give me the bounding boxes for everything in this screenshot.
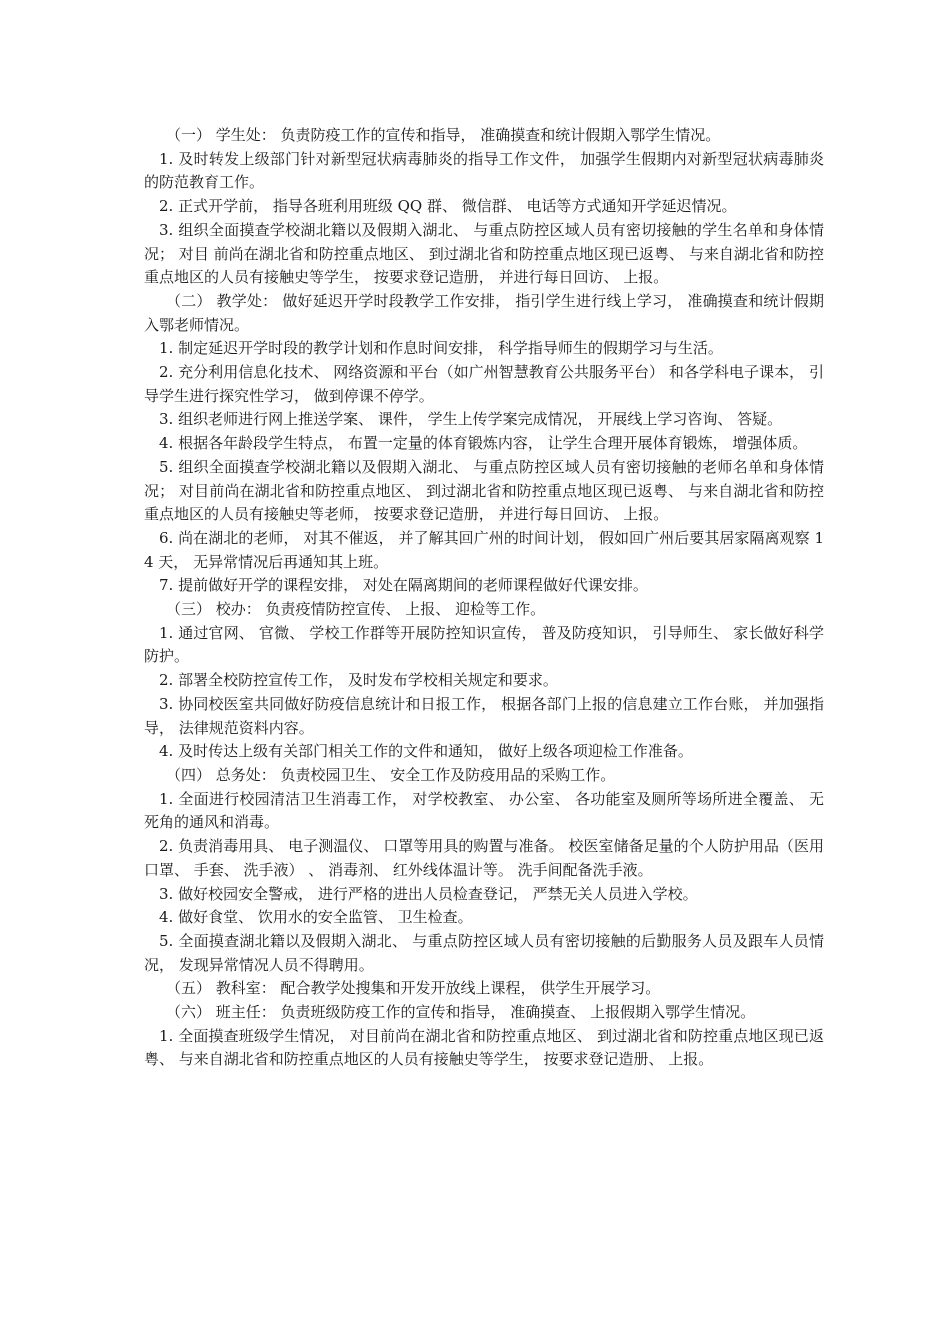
section-heading: （三） 校办： 负责疫情防控宣传、 上报、 迎检等工作。 bbox=[166, 600, 546, 619]
list-item: 1. 及时转发上级部门针对新型冠状病毒肺炎的指导工作文件， 加强学生假期内对新型冠状病毒肺炎的防范教育工作。 bbox=[144, 149, 824, 192]
list-item: 2. 部署全校防控宣传工作， 及时发布学校相关规定和要求。 bbox=[159, 671, 558, 690]
list-item: 5. 组织全面摸查学校湖北籍以及假期入湖北、 与重点防控区域人员有密切接触的老师名单和身体情况； 对目前尚在湖北省和防控重点地区、 到过湖北省和防控重点地区现已返粤、 与来自湖北省和防控重点地区的人员有接触史等老师， 按要求登记造册， 并进行每日回访、 上报。 bbox=[144, 457, 824, 524]
list-item: 5. 全面摸查湖北籍以及假期入湖北、 与重点防控区域人员有密切接触的后勤服务人员及跟车人员情况， 发现异常情况人员不得聘用。 bbox=[144, 931, 824, 974]
list-item: 3. 协同校医室共同做好防疫信息统计和日报工作， 根据各部门上报的信息建立工作台账， 并加强指导， 法律规范资料内容。 bbox=[144, 694, 824, 737]
section-heading: （四） 总务处： 负责校园卫生、 安全工作及防疫用品的采购工作。 bbox=[166, 765, 616, 784]
document-body bbox=[144, 124, 824, 1072]
list-item: 2. 充分利用信息化技术、 网络资源和平台（如广州智慧教育公共服务平台） 和各学科电子课本， 引导学生进行探究性学习， 做到停课不停学。 bbox=[144, 363, 824, 405]
section-heading: （二） 教学处： 做好延迟开学时段教学工作安排， 指引学生进行线上学习， 准确摸查和统计假期入鄂老师情况。 bbox=[144, 291, 824, 334]
list-item: 3. 组织老师进行网上推送学案、 课件， 学生上传学案完成情况， 开展线上学习咨询、 答疑。 bbox=[159, 410, 783, 429]
section-heading: （五） 教科室： 配合教学处搜集和开发开放线上课程， 供学生开展学习。 bbox=[166, 979, 661, 998]
list-item: 4. 及时传达上级有关部门相关工作的文件和通知， 做好上级各项迎检工作准备。 bbox=[159, 742, 693, 761]
section-heading: （六） 班主任： 负责班级防疫工作的宣传和指导， 准确摸查、 上报假期入鄂学生情况。 bbox=[166, 1003, 756, 1022]
list-item: 3. 组织全面摸查学校湖北籍以及假期入湖北、 与重点防控区域人员有密切接触的学生名单和身体情况； 对目 前尚在湖北省和防控重点地区、 到过湖北省和防控重点地区现已返粤、 与来自湖北省和防控重点地区的人员有接触史等学生， 按要求登记造册， 并进行每日回访、 上报。 bbox=[144, 220, 824, 287]
list-item: 4. 根据各年龄段学生特点， 布置一定量的体育锻炼内容， 让学生合理开展体育锻炼， 增强体质。 bbox=[159, 434, 808, 453]
list-item: 3. 做好校园安全警戒， 进行严格的进出人员检查登记， 严禁无关人员进入学校。 bbox=[159, 884, 698, 903]
list-item: 1. 制定延迟开学时段的教学计划和作息时间安排， 科学指导师生的假期学习与生活。 bbox=[159, 339, 723, 358]
list-item: 6. 尚在湖北的老师， 对其不催返， 并了解其回广州的时间计划， 假如回广州后要其居家隔离观察 14 天， 无异常情况后再通知其上班。 bbox=[144, 528, 824, 571]
list-item: 4. 做好食堂、 饮用水的安全监管、 卫生检查。 bbox=[159, 908, 473, 927]
list-item: 1. 全面进行校园清洁卫生消毒工作， 对学校教室、 办公室、 各功能室及厕所等场所进全覆盖、 无死角的通风和消毒。 bbox=[144, 789, 824, 832]
list-item: 1. 通过官网、 官微、 学校工作群等开展防控知识宣传， 普及防疫知识， 引导师生、 家长做好科学防护。 bbox=[144, 623, 824, 666]
list-item: 2. 正式开学前， 指导各班利用班级 QQ 群、 微信群、 电话等方式通知开学延迟情况。 bbox=[159, 197, 737, 216]
list-item: 2. 负责消毒用具、 电子测温仪、 口罩等用具的购置与准备。 校医室储备足量的个人防护用品（医用口罩、 手套、 洗手液） 、 消毒剂、 红外线体温计等。 洗手间配备洗手液。 bbox=[144, 837, 824, 879]
list-item: 7. 提前做好开学的课程安排， 对处在隔离期间的老师课程做好代课安排。 bbox=[159, 576, 648, 595]
section-heading: （一） 学生处： 负责防疫工作的宣传和指导， 准确摸查和统计假期入鄂学生情况。 bbox=[166, 126, 721, 144]
list-item: 1. 全面摸查班级学生情况， 对目前尚在湖北省和防控重点地区、 到过湖北省和防控重点地区现已返粤、 与来自湖北省和防控重点地区的人员有接触史等学生， 按要求登记造册、 上报。 bbox=[144, 1026, 824, 1069]
